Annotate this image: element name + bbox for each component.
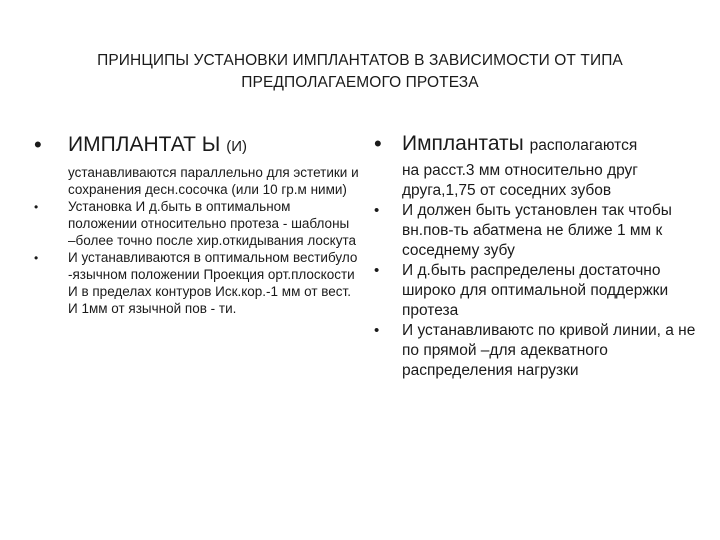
bullet-icon: •: [34, 200, 39, 214]
right-list-item: [370, 201, 700, 261]
right-list-item: [370, 261, 700, 321]
right-list-item-text: И д.быть распределены достаточно широко для оптимальной поддержки протеза: [402, 262, 669, 319]
bullet-icon: •: [374, 202, 380, 219]
bullet-icon: •: [374, 262, 380, 279]
right-heading-main: Имплантаты: [402, 132, 524, 155]
bullet-icon: •: [34, 251, 39, 265]
right-column: [370, 132, 700, 381]
bullet-icon: •: [374, 322, 380, 339]
left-column: [30, 132, 360, 317]
left-list-item: [30, 249, 360, 317]
right-heading: [370, 132, 700, 158]
left-lead-text: устанавливаются параллельно для эстетики и сохранения десн.сосочка (или 10 гр.м ними): [68, 165, 359, 197]
right-list-item-text: И должен быть установлен так чтобы вн.пов-ть абатмена не ближе 1 мм к соседнему зубу: [402, 202, 672, 259]
right-list-item-text: И устанавливаютс по кривой линии, а не по прямой –для адекватного распределения нагрузки: [402, 322, 696, 379]
left-heading-suffix: (И): [226, 138, 248, 155]
slide-title: ПРИНЦИПЫ УСТАНОВКИ ИМПЛАНТАТОВ В ЗАВИСИМОСТИ ОТ ТИПА ПРЕДПОЛАГАЕМОГО ПРОТЕЗА: [97, 52, 623, 91]
left-list-item-text: И устанавливаются в оптимальном вестибуло -язычном положении Проекция орт.плоскости И в пределах контуров Иск.кор.-1 мм от вест. И 1мм от язычной пов - ти.: [68, 250, 358, 316]
right-lead-text: на расст.3 мм относительно друг друга,1,75 от соседних зубов: [402, 162, 638, 199]
right-heading-suffix: располагаются: [529, 137, 638, 154]
right-list-item: [370, 321, 700, 381]
left-heading-main: ИМПЛАНТАТ Ы: [68, 133, 221, 156]
bullet-icon: •: [374, 131, 382, 156]
left-list-item-text: Установка И д.быть в оптимальном положении относительно протеза - шаблоны –более точно после хир.откидывания лоскута: [68, 199, 356, 248]
left-list-item: [30, 198, 360, 249]
left-heading: [30, 132, 360, 160]
bullet-icon: •: [34, 132, 42, 157]
